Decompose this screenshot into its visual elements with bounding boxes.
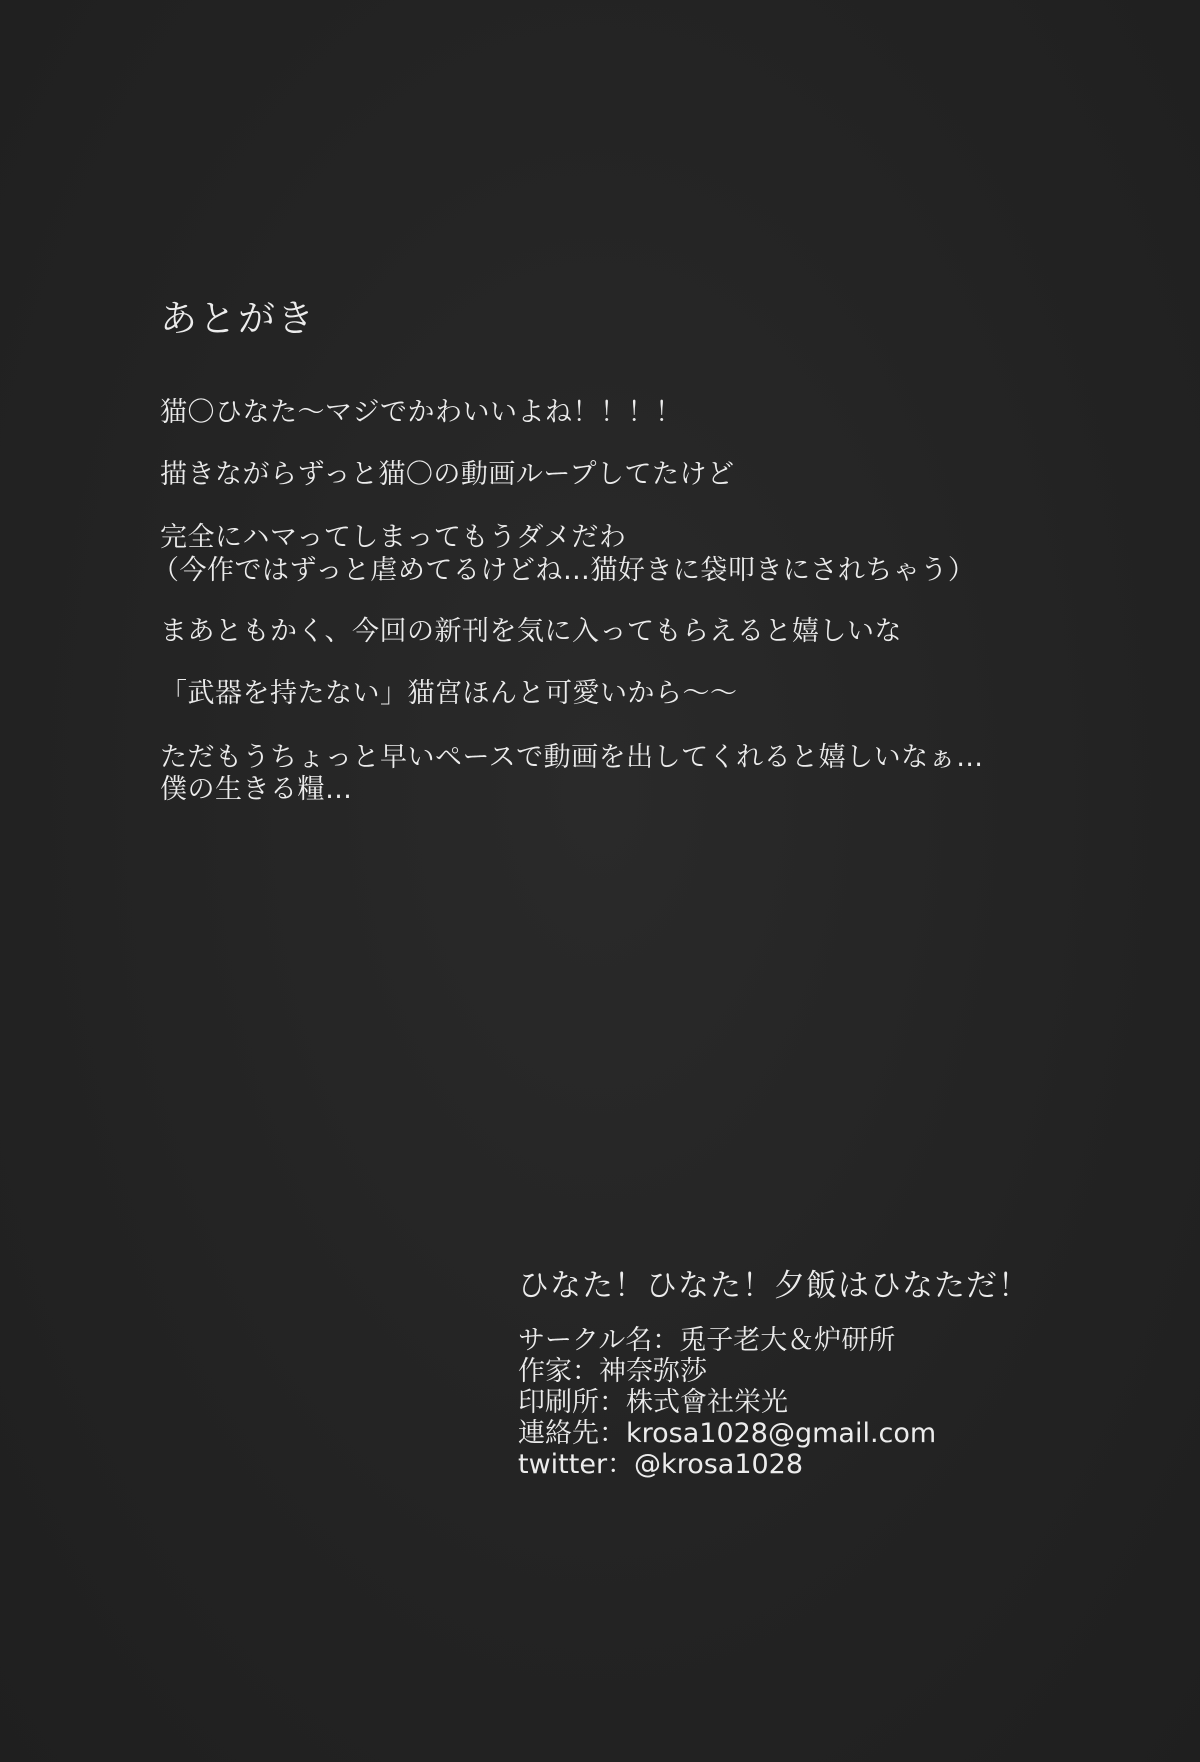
book-title: ひなた！ひなた！夕飯はひなただ！ [518, 1268, 1030, 1304]
colophon-contact: 連絡先：krosa1028@gmail.com [518, 1418, 937, 1449]
afterword-line: 僕の生きる糧… [160, 774, 353, 805]
afterword-line: 猫〇ひなた～マジでかわいいよね！！！！ [160, 397, 683, 428]
afterword-line: 描きながらずっと猫〇の動画ループしてたけど [160, 459, 735, 490]
afterword-title: あとがき [160, 297, 316, 340]
afterword-line: （今作ではずっと虐めてるけどね…猫好きに袋叩きにされちゃう） [152, 555, 976, 586]
afterword-line: まあともかく、今回の新刊を気に入ってもらえると嬉しいな [160, 616, 902, 647]
colophon [518, 1325, 936, 1480]
colophon-circle-name: サークル名：兎子老大＆炉研所 [518, 1325, 896, 1356]
afterword-line: 完全にハマってしまってもうダメだわ [160, 522, 627, 553]
afterword-line: ただもうちょっと早いペースで動画を出してくれると嬉しいなぁ… [160, 742, 984, 773]
colophon-author: 作家：神奈弥莎 [518, 1356, 707, 1387]
colophon-printer: 印刷所：株式會社栄光 [518, 1387, 788, 1418]
afterword-line: 「武器を持たない」猫宮ほんと可愛いから～～ [160, 678, 738, 709]
colophon-twitter: twitter：@krosa1028 [518, 1449, 804, 1480]
